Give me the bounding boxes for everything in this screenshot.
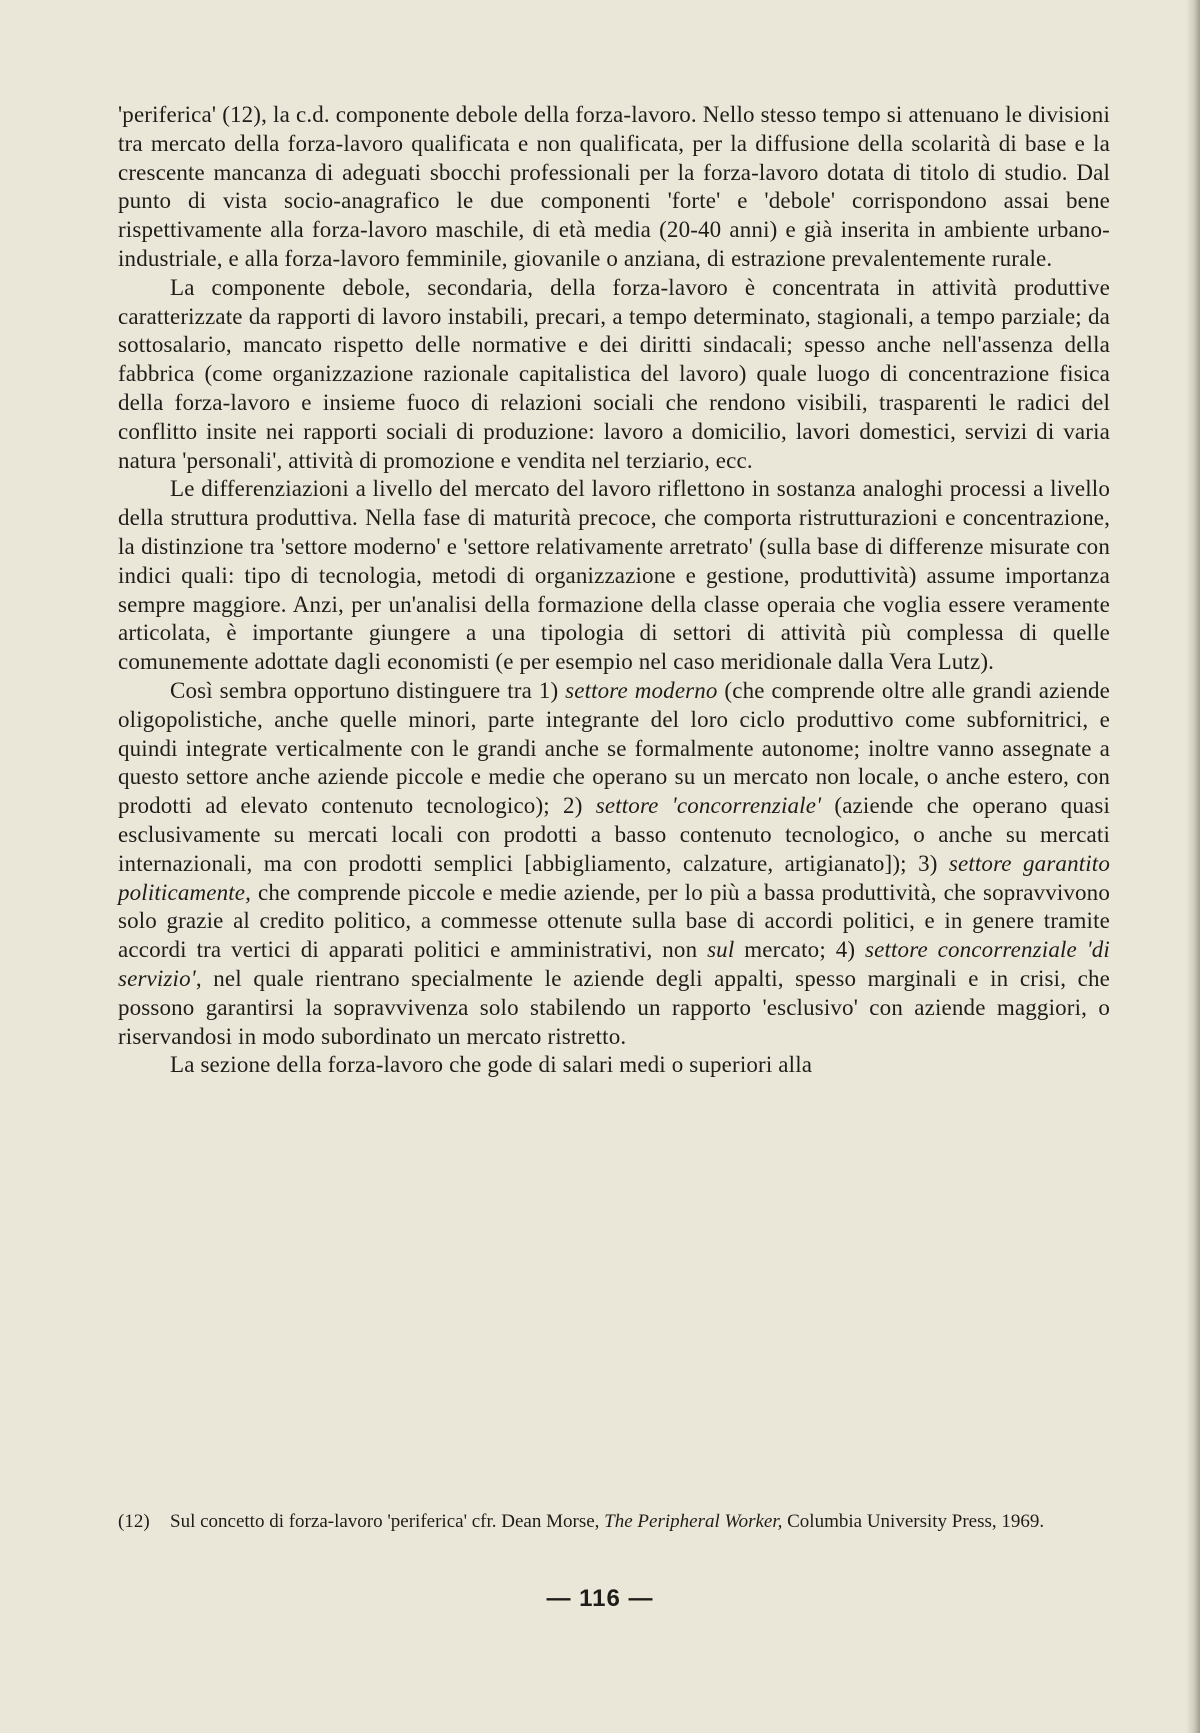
footnote-text: Sul concetto di forza-lavoro 'periferica' cfr. Dean Morse,	[170, 1511, 605, 1532]
paragraph: 'periferica' (12), la c.d. componente debole della forza-lavoro. Nello stesso tempo si attenuano le divisioni tra mercato della forza-lavoro qualificata e non qualificata, per la diffusione della scolarità di base e la crescente mancanza di adeguati sbocchi professionali per la forza-lavoro dotata di titolo di studio. Dal punto di vista socio-anagrafico le due componenti 'forte' e 'debole' corrispondono assai bene rispettivamente alla forza-lavoro maschile, di età media (20-40 anni) e già inserita in ambiente urbano-industriale, e alla forza-lavoro femminile, giovanile o anziana, di estrazione prevalentemente rurale.	[118, 102, 1110, 271]
italic-term: settore 'concorrenziale'	[595, 793, 822, 819]
text-span: (che comprende oltre alle grandi aziende oligopolistiche, anche quelle minori, parte integrante del loro ciclo produttivo come subfornitrici, e quindi integrate verticalmente con le grandi anche se formalmente autonome; inoltre vanno assegnate a questo settore anche aziende piccole e medie che operano su un mercato non locale, o anche estero, con prodotti ad elevato contenuto tecnologico); 2)	[118, 677, 1110, 819]
paragraph: La componente debole, secondaria, della forza-lavoro è concentrata in attività produttive caratterizzate da rapporti di lavoro instabili, precari, a tempo determinato, stagionali, a tempo parziale; da sottosalario, mancato rispetto delle normative e dei diritti sindacali; spesso anche nell'assenza della fabbrica (come organizzazione razionale capitalistica del lavoro) quale luogo di concentrazione fisica della forza-lavoro e insieme fuoco di relazioni sociali che rendono visibili, trasparenti le radici del conflitto insite nei rapporti sociali di produzione: lavoro a domicilio, lavori domestici, servizi di varia natura 'personali', attività di promozione e vendita nel terziario, ecc.	[118, 274, 1110, 473]
body-text	[118, 101, 1110, 1080]
footnote-book-title: The Peripheral Worker,	[604, 1511, 783, 1532]
paragraph: La sezione della forza-lavoro che gode di salari medi o superiori alla	[170, 1052, 813, 1078]
text-span: che comprende piccole e medie aziende, per lo più a bassa produttività, che sopravvivono solo grazie al credito politico, a commesse ottenute sulla base di accordi politici, e in genere tramite accordi tra vertici di apparati politici e amministrativi, non	[118, 879, 1110, 963]
paragraph: Le differenziazioni a livello del mercato del lavoro riflettono in sostanza analoghi processi a livello della struttura produttiva. Nella fase di maturità precoce, che comporta ristrutturazioni e concentrazione, la distinzione tra 'settore moderno' e 'settore relativamente arretrato' (sulla base di differenze misurate con indici quali: tipo di tecnologia, metodi di organizzazione e gestione, produttività) assume importanza sempre maggiore. Anzi, per un'analisi della formazione della classe operaia che voglia essere veramente articolata, è importante giungere a una tipologia di settori di attività più complessa di quelle comunemente adottate dagli economisti (e per esempio nel caso meridionale dalla Vera Lutz).	[118, 476, 1110, 675]
italic-term: settore concorrenziale 'di servizio'	[118, 937, 1110, 991]
footnote-number: (12)	[118, 1511, 150, 1532]
footnote	[118, 1510, 1110, 1534]
page-edge-shadow	[1186, 0, 1200, 1733]
italic-term: sul	[707, 937, 735, 963]
footnote-publisher: Columbia University Press, 1969.	[782, 1511, 1045, 1532]
text-span: , nel quale rientrano specialmente le aziende degli appalti, spesso marginali e in crisi, che possono garantirsi la sopravvivenza solo stabilendo un rapporto 'esclusivo' con aziende maggiori, o riservandosi in modo subordinato un mercato ristretto.	[118, 965, 1110, 1049]
text-span: Così sembra opportuno distinguere tra 1)	[170, 677, 566, 703]
italic-term: settore garantito politicamente,	[118, 850, 1110, 905]
italic-term: settore moderno	[565, 677, 718, 703]
text-span: mercato; 4)	[734, 937, 866, 963]
paragraph-sector-typology	[118, 677, 1110, 1051]
page-number: — 116 —	[546, 1585, 654, 1612]
text-span: (aziende che operano quasi esclusivamente su mercati locali con prodotti a basso contenuto tecnologico, o anche su mercati internazionali, ma con prodotti semplici [abbigliamento, calzature, artigianato]); 3)	[118, 793, 1110, 876]
